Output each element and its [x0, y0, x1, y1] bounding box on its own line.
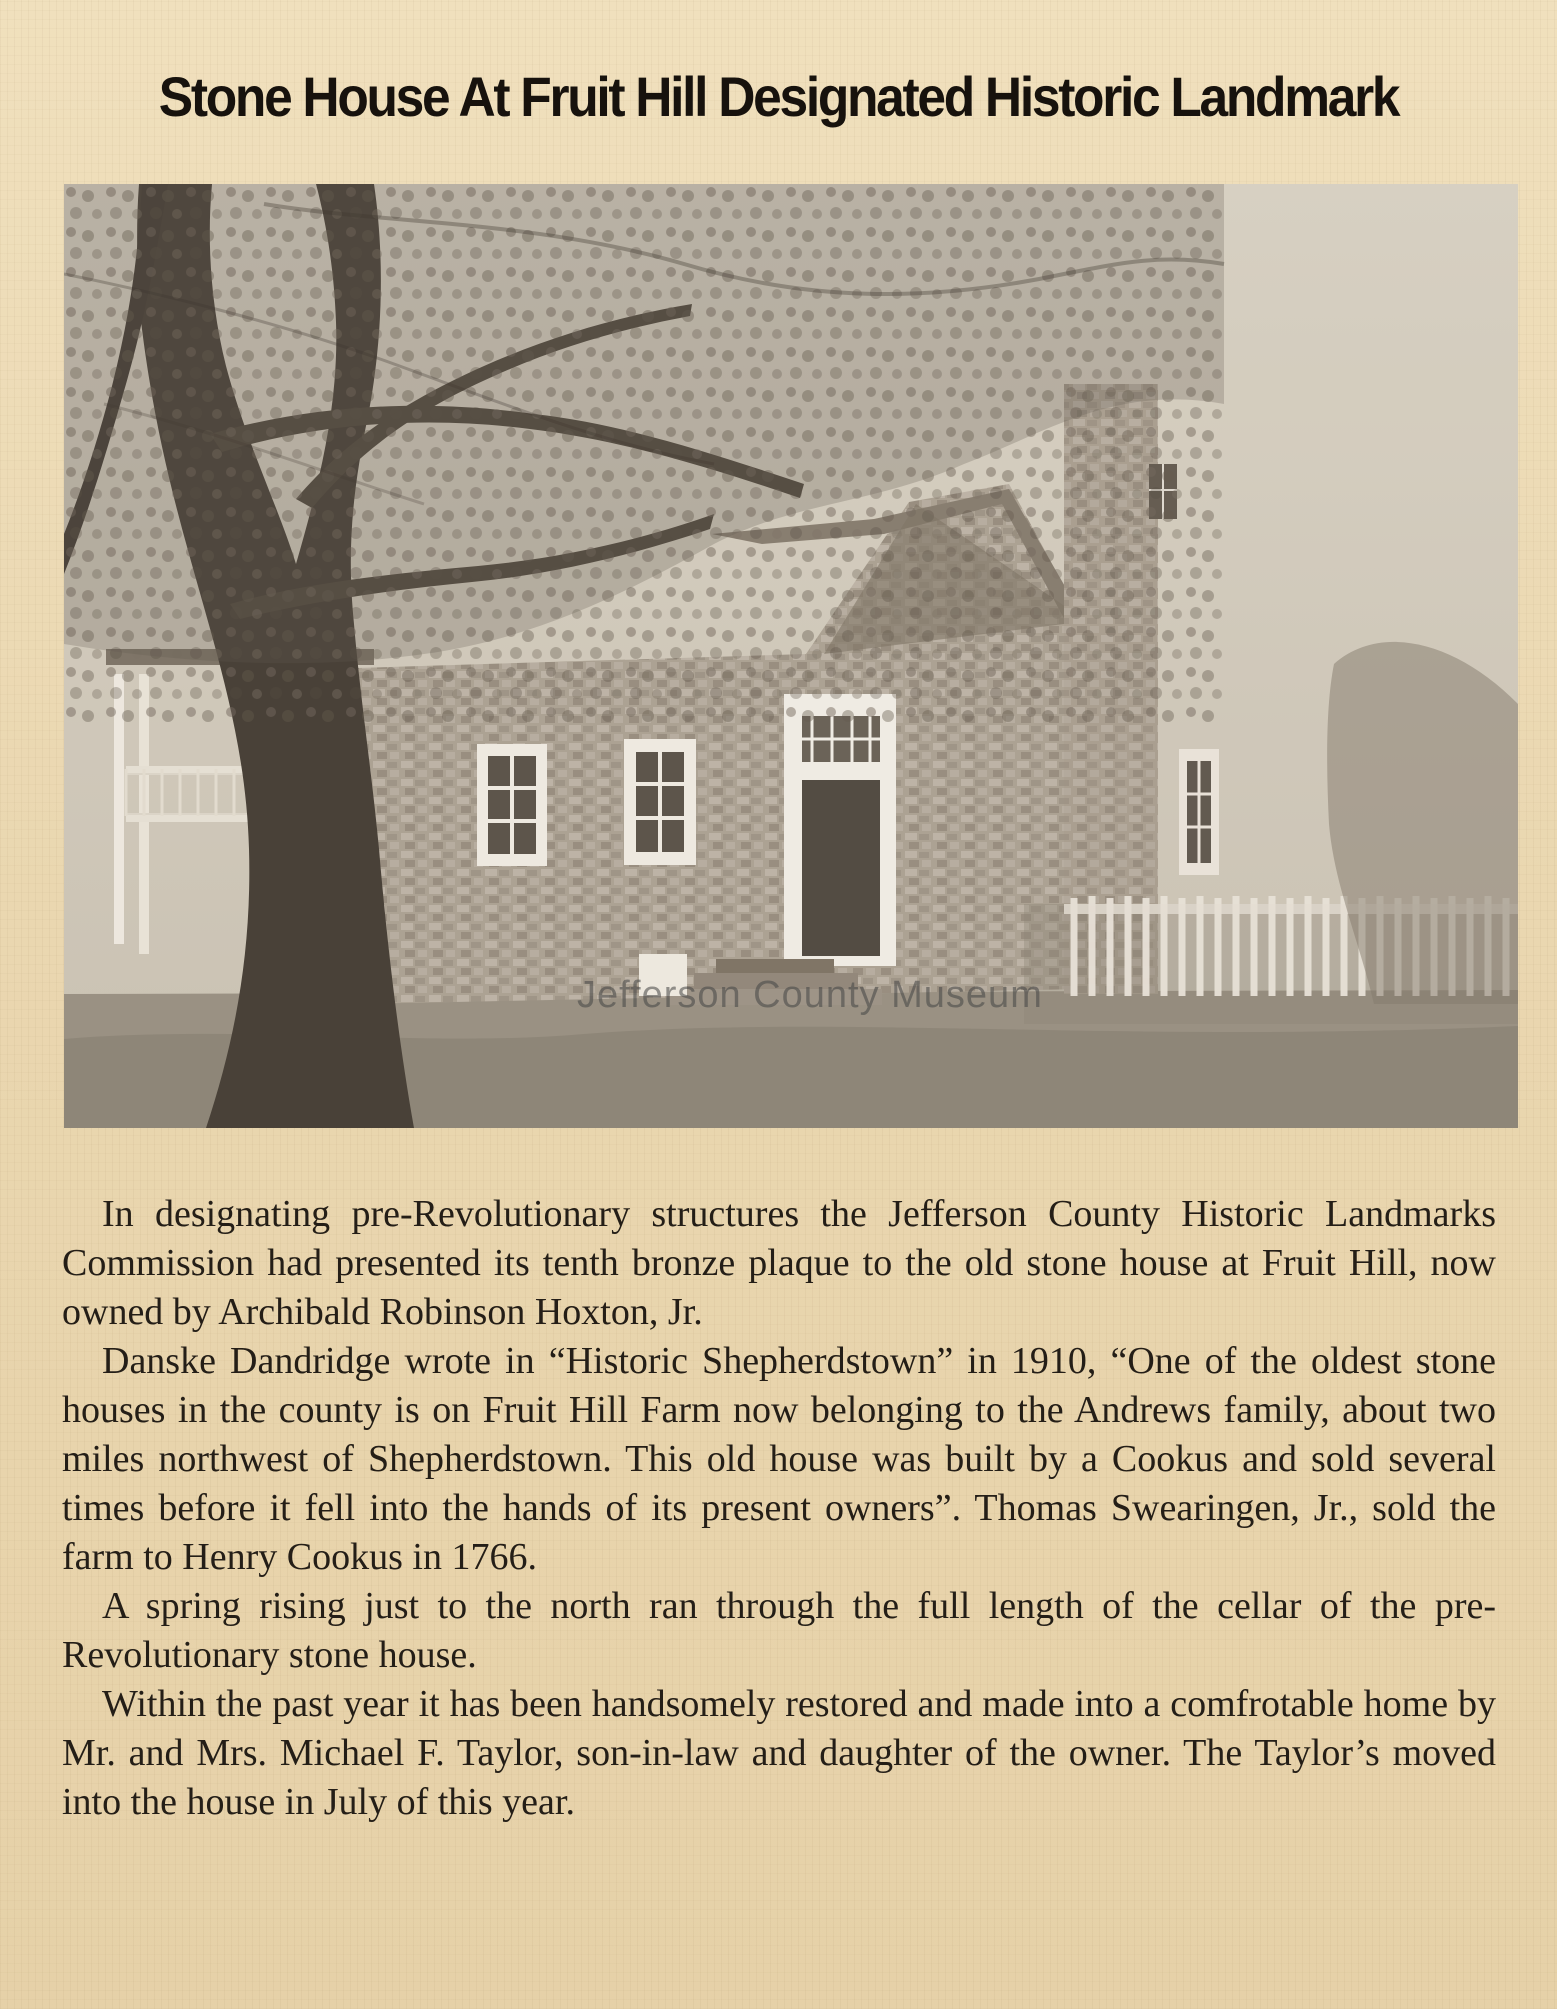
article-body	[62, 1190, 1496, 1827]
paragraph-1: In designating pre-Revolutionary structures the Jefferson County Historic Landmarks Commission had presented its tenth bronze plaque to the old stone house at Fruit Hill, now owned by Archibald Robinson Hoxton, Jr.	[62, 1193, 1496, 1333]
paragraph-4: Within the past year it has been handsomely restored and made into a comfrotable home by Mr. and Mrs. Michael F. Taylor, son-in-law and daughter of the owner. The Taylor’s moved into the house in July of this year.	[62, 1683, 1496, 1823]
stone-house-photo	[64, 184, 1518, 1128]
paragraph-2: Danske Dandridge wrote in “Historic Shepherdstown” in 1910, “One of the oldest stone houses in the county is on Fruit Hill Farm now belonging to the Andrews family, about two miles northwest of Shepherdstown. This old house was built by a Cookus and sold several times before it fell into the hands of its present owners”. Thomas Swearingen, Jr., sold the farm to Henry Cookus in 1766.	[62, 1340, 1496, 1578]
photo-watermark: Jefferson County Museum	[577, 974, 1043, 1016]
headline: Stone House At Fruit Hill Designated Historic Landmark	[158, 65, 1399, 128]
paragraph-3: A spring rising just to the north ran through the full length of the cellar of the pre-Revolutionary stone house.	[62, 1585, 1496, 1676]
